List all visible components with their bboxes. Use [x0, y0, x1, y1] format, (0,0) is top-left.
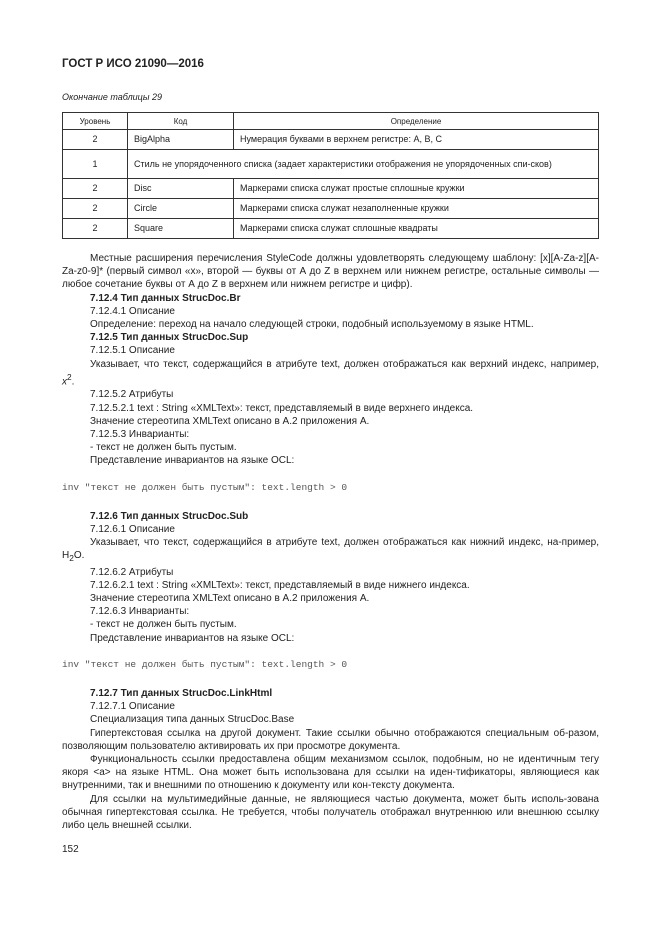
example-base: H [62, 550, 70, 562]
subsection-heading: 7.12.4.1 Описание [90, 305, 175, 317]
cell-definition: Маркерами списка служат незаполненные кружки [234, 199, 599, 219]
example-base: x [62, 376, 67, 388]
table-row [63, 130, 599, 150]
paragraph: 7.12.6.2.1 text : String «XMLText»: текст, представляемый в виде нижнего индекса. [90, 579, 470, 591]
paragraph: Для ссылки на мультимедийные данные, не являющиеся частью документа, может быть исполь-зована обычная гипертекстовая ссылка. Не требуется, чтобы получатель отображал внутреннюю или внешнюю ссылку либо цель внешней ссылки. [62, 793, 599, 832]
list-item: - текст не должен быть пустым. [90, 619, 237, 631]
paragraph: Значение стереотипа XMLText описано в А.2 приложения А. [90, 593, 370, 604]
paragraph: 7.12.5.2.1 text : String «XMLText»: текст, представляемый в виде верхнего индекса. [90, 402, 474, 414]
example-tail: O. [73, 550, 85, 562]
cell-level: 2 [63, 219, 128, 239]
cell-definition: Маркерами списка служат простые сплошные кружки [234, 179, 599, 199]
table-row [63, 150, 599, 179]
example-superscript: 2 [67, 371, 72, 382]
paragraph: Значение стереотипа XMLText описано в А.2 приложения А. [90, 415, 370, 427]
paragraph: Указывает, что текст, содержащийся в атрибуте text, должен отображаться как верхний индекс, например, $x^2$. [62, 358, 599, 388]
paragraph: Представление инвариантов на языке OCL: [90, 455, 295, 467]
section-heading: 7.12.5 Тип данных StrucDoc.Sup [90, 332, 249, 344]
cell-code: BigAlpha [128, 130, 234, 150]
page-number: 152 [62, 844, 79, 855]
table-header-row [63, 113, 599, 130]
subsection-heading: 7.12.5.3 Инварианты: [90, 428, 190, 440]
cell-level: 2 [63, 179, 128, 199]
cell-code: Disc [128, 179, 234, 199]
code-block: inv "текст не должен быть пустым": text.length > 0 [62, 481, 348, 493]
table-row [63, 199, 599, 219]
subsection-heading: 7.12.5.1 Описание [90, 345, 175, 357]
document-header: ГОСТ Р ИСО 21090—2016 [62, 58, 204, 70]
cell-definition: Маркерами списка служат сплошные квадраты [234, 219, 599, 239]
cell-definition: Нумерация буквами в верхнем регистре: A, B, C [234, 130, 599, 150]
col-definition-header: Определение [234, 113, 599, 130]
cell-level: 2 [63, 199, 128, 219]
paragraph: Представление инвариантов на языке OCL: [90, 632, 295, 644]
cell-level: 2 [63, 130, 128, 150]
cell-code: Square [128, 219, 234, 239]
section-heading: 7.12.6 Тип данных StrucDoc.Sub [90, 510, 249, 522]
col-level-header: Уровень [63, 113, 128, 130]
subsection-heading: 7.12.6.1 Описание [90, 523, 175, 535]
code-block: inv "текст не должен быть пустым": text.length > 0 [62, 658, 348, 670]
intro-paragraph: Местные расширения перечисления StyleCode должны удовлетворять следующему шаблону: [x][A-Za-z][A-Za-z0-9]* (первый символ «x», второй — буквы от А до Z в верхнем или нижнем регистре, остальные символы — любое сочетание буквы от А до Z в верхнем или нижнем регистре и цифр). [62, 253, 599, 291]
paragraph: Гипертекстовая ссылка на другой документ. Такие ссылки обычно отображаются специальным об-разом, позволяющим пользователю активировать их при просмотре документа. [62, 727, 599, 752]
paragraph: Специализация типа данных StrucDoc.Base [90, 714, 295, 726]
table-row [63, 219, 599, 239]
cell-code: Стиль не упорядоченного списка (задает характеристики отображения не упорядоченных спи-сков) [128, 150, 599, 179]
col-code-header: Код [128, 113, 234, 130]
body-text [62, 252, 599, 832]
list-item: - текст не должен быть пустым. [90, 442, 237, 454]
paragraph: Определение: переход на начало следующей строки, подобный используемому в языке HTML. [90, 319, 534, 331]
paragraph-text: Указывает, что текст, содержащийся в атрибуте text, должен отображаться как нижний индекс, на-пример, [90, 537, 599, 549]
example-subscript: 2 [69, 553, 74, 564]
subsection-heading: 7.12.5.2 Атрибуты [90, 389, 174, 401]
subsection-heading: 7.12.6.3 Инварианты: [90, 606, 190, 618]
table-row [63, 179, 599, 199]
paragraph: Функциональность ссылки предоставлена общим механизмом ссылок, подобным, но не идентичным тегу якоря <a> на языке HTML. Она может быть использована для ссылки на иден-тификаторы, являющиеся как внутренними, так и внешними по отношению к документу или кон-тексту документа. [62, 754, 599, 792]
subsection-heading: 7.12.6.2 Атрибуты [90, 566, 174, 578]
table-caption: Окончание таблицы 29 [62, 92, 162, 102]
paragraph [62, 536, 599, 565]
subsection-heading: 7.12.7.1 Описание [90, 701, 175, 713]
paragraph-text: Указывает, что текст, содержащийся в атрибуте text, должен отображаться как верхний индекс, например, [90, 358, 599, 370]
section-heading: 7.12.4 Тип данных StrucDoc.Br [90, 292, 241, 304]
codes-table [62, 112, 599, 239]
cell-code: Circle [128, 199, 234, 219]
section-heading: 7.12.7 Тип данных StrucDoc.LinkHtml [90, 688, 273, 700]
cell-level: 1 [63, 150, 128, 179]
